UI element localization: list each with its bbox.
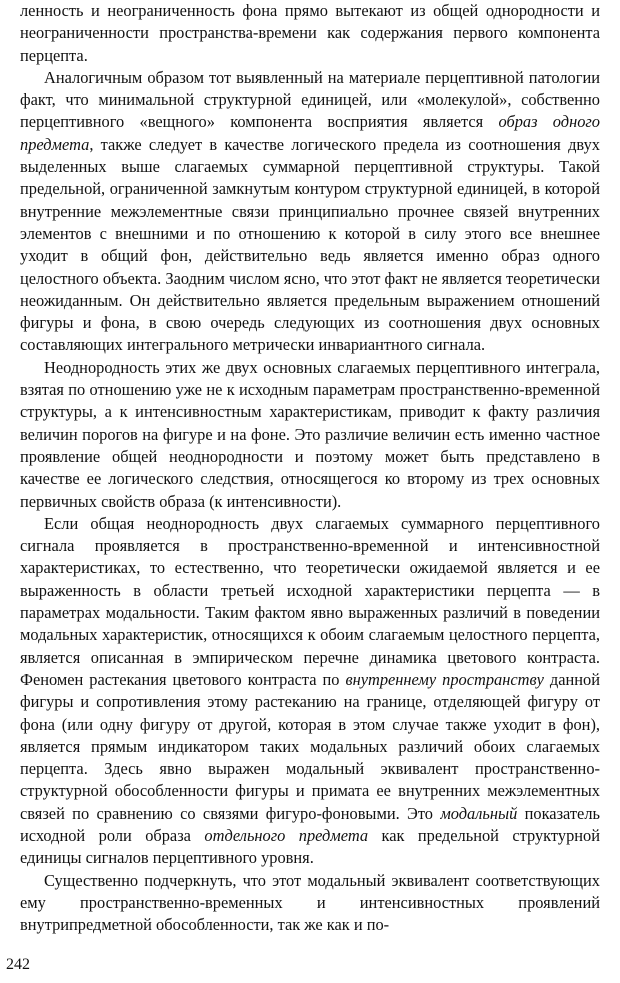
paragraph-2-text: Аналогичным образом тот выявленный на материале перцептивной патологии факт, что минимальной структурной единицей, или «молекулой», собственно перцептивного «вещного» компонента восприятия является [20,67,600,132]
paragraph-4-text: данной фигуры и сопротивления этому растеканию на границе, отделяющей фигуру от фона (или одну фигуру от другой, которая в этом случае также уходит в фон), является прямым индикатором таких модальных различий обоих слагаемых перцепта. Здесь явно выражен модальный эквивалент пространственно-структурной обособленности фигуры и примата ее внутренних межэлементных связей по сравнению со связями фигуро-фоновыми. Это [20,669,600,823]
paragraph-3 [20,357,600,513]
paragraph-1 [20,0,600,67]
italic-phrase: отдельного предмета [204,825,369,845]
paragraph-5-text: Существенно подчеркнуть, что этот модальный эквивалент соответствующих ему пространственно-временных и интенсивностных проявлений внутрипредметной обособленности, так же как и по- [20,870,600,935]
paragraph-2 [20,67,600,357]
italic-phrase: модальный [440,803,518,823]
paragraph-4-text: как предельной структурной единицы сигналов перцептивного уровня. [20,825,601,868]
page-number: 242 [6,956,30,973]
paragraph-1-text: ленность и неограниченность фона прямо вытекают из общей однородности и неограниченности пространства-времени как содержания первого компонента перцепта. [20,1,600,65]
body-text [20,0,600,936]
paragraph-5 [20,870,600,937]
italic-phrase: образ одного предмета [20,112,600,154]
paragraph-4-text: Если общая неоднородность двух слагаемых суммарного перцептивного сигнала проявляется в пространственно-временной и интенсивностной характеристиках, то естественно, что теоретически ожидаемой является и ее выраженность в области третьей исходной характеристики перцепта — в параметрах модальности. Таким фактом явно выраженных различий в поведении модальных характеристик, относящихся к обоим слагаемым целостного перцепта, является описанная в эмпирическом перечне динамика цветового контраста. Феномен растекания цветового контраста по [20,513,600,689]
paragraph-2-text: , также следует в качестве логического предела из соотношения двух выделенных выше слагаемых суммарной перцептивной структуры. Такой предельной, ограниченной замкнутым контуром структурной единицей, в которой внутренние межэлементные связи принципиально прочнее связей внутренних элементов с внешними и по отношению к которой в силу этого все внешнее уходит в общий фон, действительно ведь является именно образ одного целостного объекта. Заодним числом ясно, что этот факт не является теоретически неожиданным. Он действительно является предельным выражением отношений фигуры и фона, в свою очередь следующих из соотношения двух основных составляющих интегрального метрически инвариантного сигнала. [20,134,600,355]
italic-phrase: внутреннему пространству [345,669,544,689]
paragraph-4-text: показатель исходной роли образа [20,803,600,845]
paragraph-3-text: Неоднородность этих же двух основных слагаемых перцептивного интеграла, взятая по отношению уже не к исходным параметрам пространственно-временной структуры, а к интенсивностным характеристикам, приводит к факту различия величин порогов на фигуре и на фоне. Это различие величин есть именно частное проявление общей неоднородности и поэтому может быть представлено в качестве ее логического следствия, относящегося ко второму из трех основных первичных свойств образа (к интенсивности). [20,357,600,511]
paragraph-4 [20,513,600,870]
